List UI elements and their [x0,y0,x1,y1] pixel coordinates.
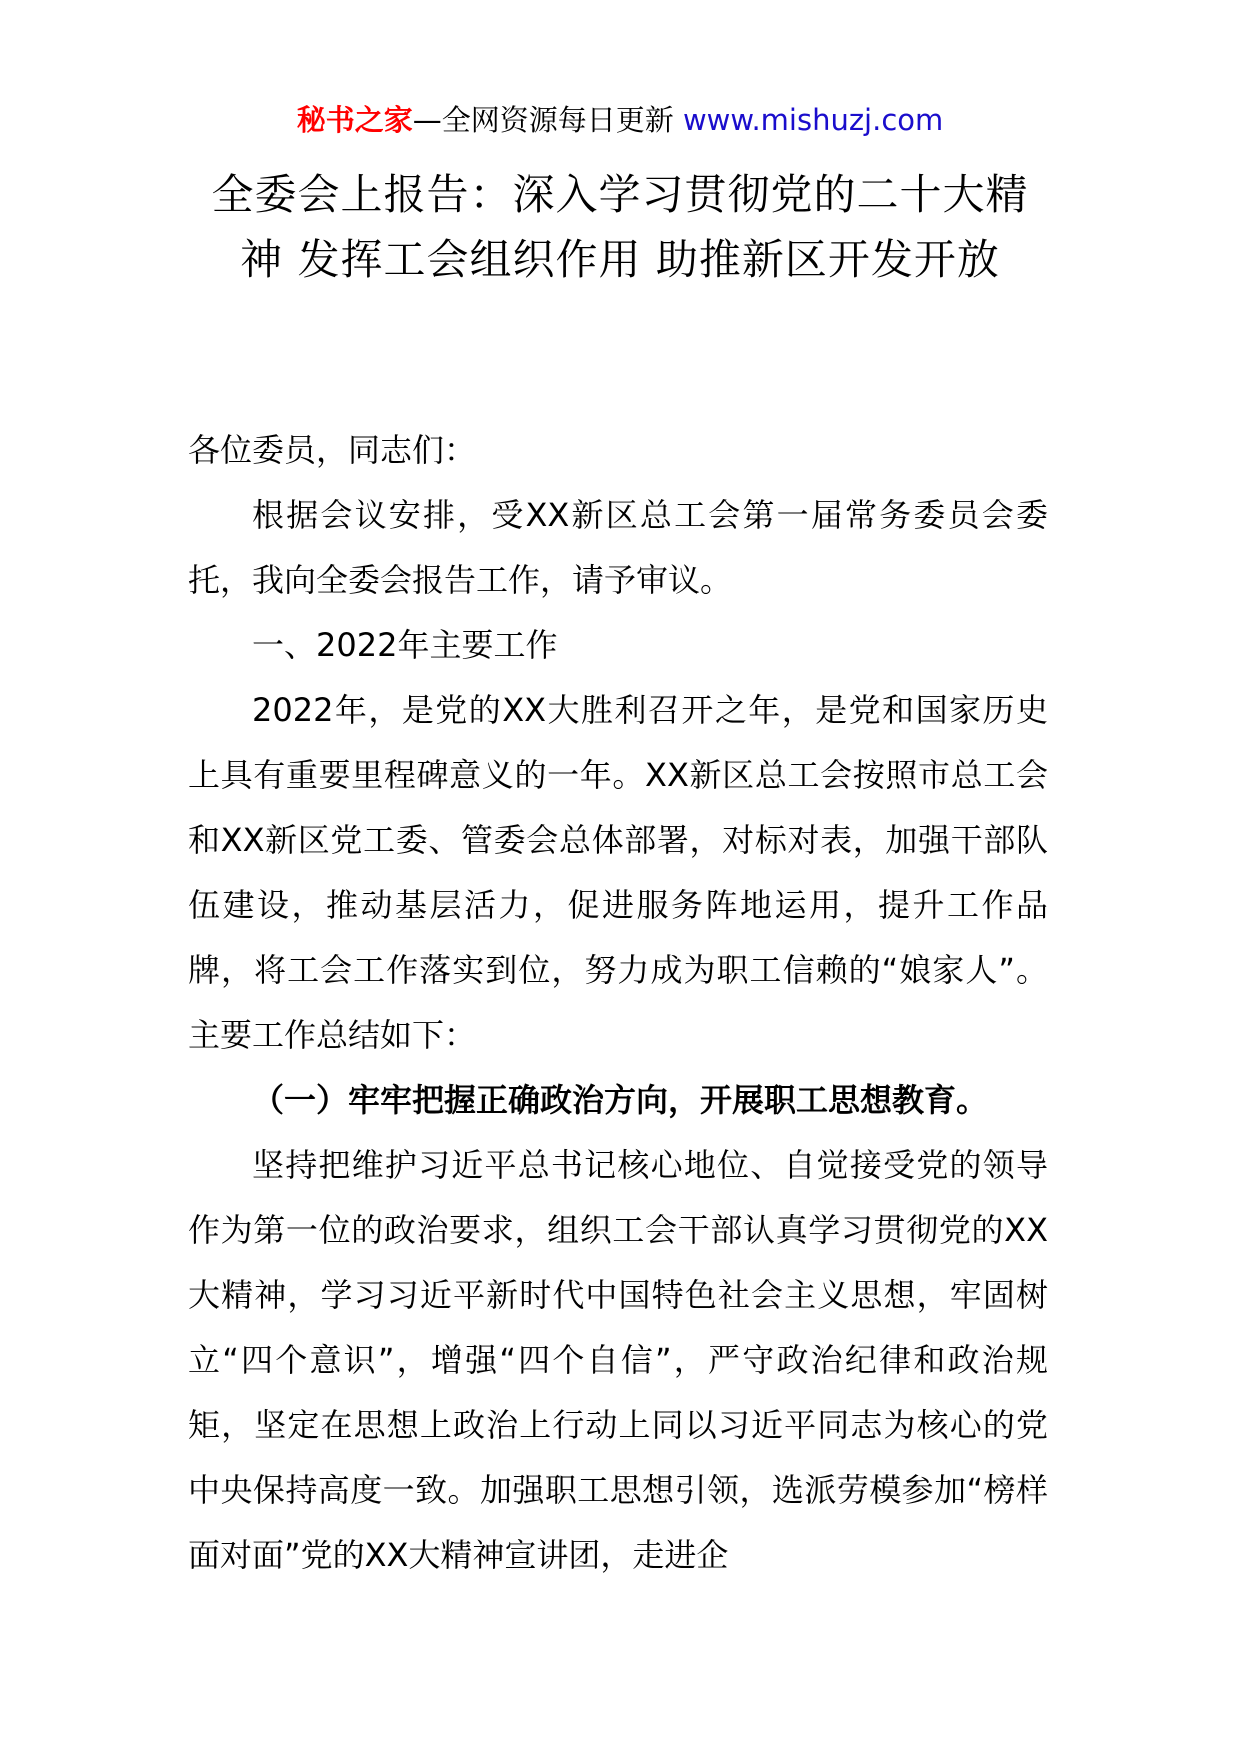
paragraph-3: 坚持把维护习近平总书记核心地位、自觉接受党的领导作为第一位的政治要求，组织工会干部认真学习贯彻党的XX大精神，学习习近平新时代中国特色社会主义思想，牢固树立“四个意识”，增强“四个自信”，严守政治纪律和政治规矩，坚定在思想上政治上行动上同以习近平同志为核心的党中央保持高度一致。加强职工思想引领，选派劳模参加“榜样面对面”党的XX大精神宣讲团，走进企 [188,1146,1048,1574]
site-tagline: —全网资源每日更新 [412,103,683,137]
document-title: 全委会上报告：深入学习贯彻党的二十大精神 发挥工会组织作用 助推新区开发开放 [211,170,1029,284]
paragraph-1: 根据会议安排，受XX新区总工会第一届常务委员会委托，我向全委会报告工作，请予审议。 [188,496,1048,599]
section-heading-2: （一）牢牢把握正确政治方向，开展职工思想教育。 [252,1081,989,1119]
site-name: 秘书之家 [296,103,413,137]
section-heading-1: 一、2022年主要工作 [252,626,558,664]
site-url-link[interactable]: www.mishuzj.com [682,103,944,137]
salutation: 各位委员，同志们： [188,431,477,469]
paragraph-2: 2022年，是党的XX大胜利召开之年，是党和国家历史上具有重要里程碑意义的一年。XX新区总工会按照市总工会和XX新区党工委、管委会总体部署，对标对表，加强干部队伍建设，推动基层活力，促进服务阵地运用，提升工作品牌，将工会工作落实到位，努力成为职工信赖的“娘家人”。主要工作总结如下： [188,691,1048,1054]
site-header [0,100,1240,140]
